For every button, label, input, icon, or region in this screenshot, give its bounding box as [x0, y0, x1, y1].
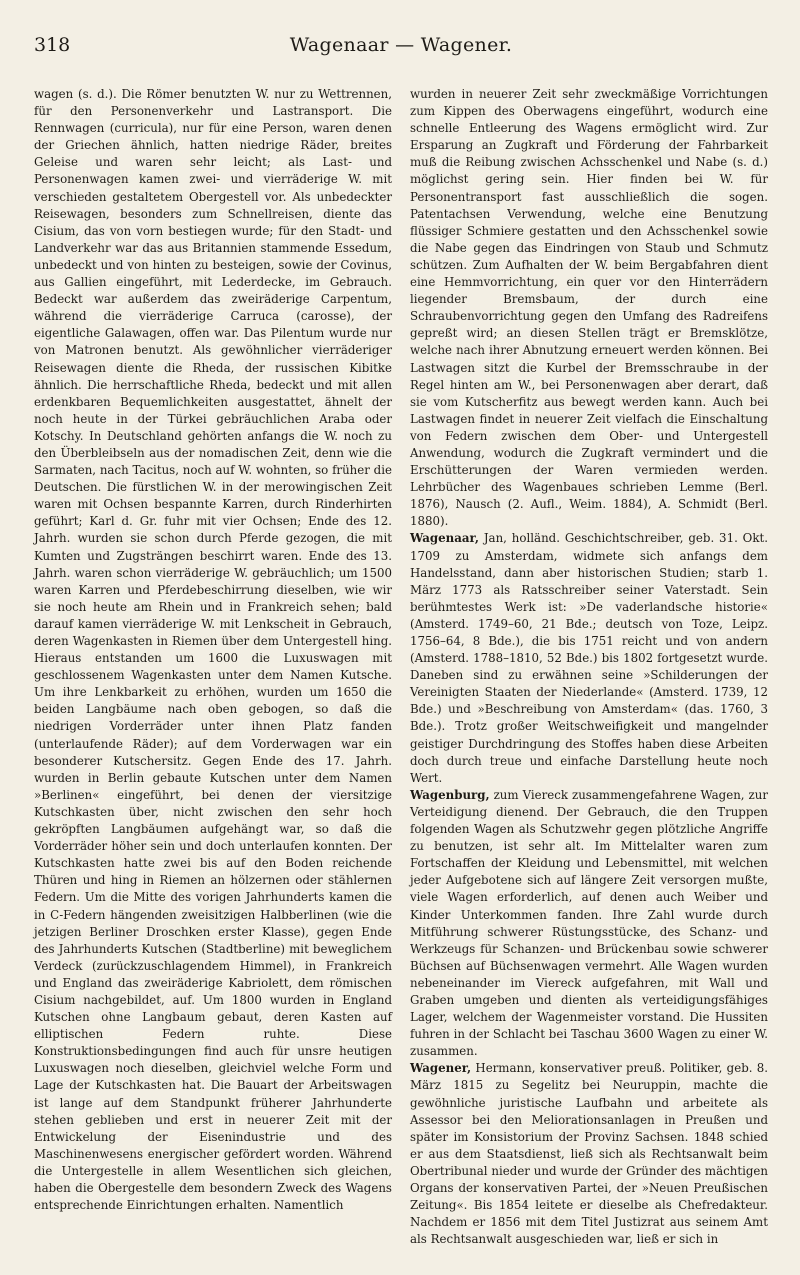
page-number: 318 [34, 34, 71, 56]
text-columns [34, 86, 768, 1248]
right-column [410, 86, 768, 1248]
entry-text: Hermann, konservativer preuß. Politiker, geb. 8. März 1815 zu Segelitz bei Neuruppin, machte die gewöhnliche juristische Laufbahn und arbeitete als Assessor bei den Meliorationsanlagen in Preußen und später im Konsistorium der Provinz Sachsen. 1848 schied er aus dem Staatsdienst, ließ sich als Rechtsanwalt beim Obertribunal nieder und wurde der Gründer des mächtigen Organs der konservativen Partei, der »Neuen Preußischen Zeitung«. Bis 1854 leitete er dieselbe als Chefredakteur. Nachdem er 1856 mit dem Titel Justizrat aus seinem Amt als Rechtsanwalt ausgeschieden war, ließ er sich in [410, 1061, 768, 1247]
lemma-headword: Wagener, [410, 1061, 472, 1076]
entry-wagenburg [410, 787, 768, 1061]
lemma-headword: Wagenaar, [410, 531, 479, 546]
entry-wagenaar [410, 530, 768, 786]
page-header [34, 34, 768, 72]
left-column [34, 86, 392, 1248]
running-head: Wagenaar — Wagener. [289, 34, 513, 56]
entry-text: zum Viereck zusammengefahrene Wagen, zur Verteidigung dienend. Der Gebrauch, die den Truppen folgenden Wagen als Schutzwehr gegen plötzliche Angriffe zu benutzen, ist sehr alt. Im Mittelalter waren zum Fortschaffen der Kleidung und Lebensmittel, mit welchen jeder Aufgebotene sich auf längere Zeit versorgen mußte, viele Wagen erforderlich, auf denen auch Weiber und Kinder Unterkommen fanden. Ihre Zahl wurde durch Mitführung schwerer Rüstungsstücke, des Schanz- und Werkzeugs für Schanzen- und Brückenbau sowie schwerer Büchsen auf Büchsenwagen vermehrt. Alle Wagen wurden nebeneinander im Viereck aufgefahren, mit Wall und Graben umgeben und dienten als verteidigungsfähiges Lager, welchem der Wagenmeister vorstand. Die Hussiten fuhren in der Schlacht bei Taschau 3600 Wagen zu einer W. zusammen. [410, 787, 768, 1059]
entry-text: Jan, holländ. Geschichtschreiber, geb. 31. Okt. 1709 zu Amsterdam, widmete sich anfangs dem Handelsstand, dann aber historischen Studien; starb 1. März 1773 als Ratsschreiber seiner Vaterstadt. Sein berühmtestes Werk ist: »De vaderlandsche historie« (Amsterd. 1749–60, 21 Bde.; deutsch von Toze, Leipz. 1756–64, 8 Bde.), die bis 1751 reicht und von andern (Amsterd. 1788–1810, 52 Bde.) bis 1802 fortgesetzt wurde. Daneben sind zu erwähnen seine »Schilderungen der Vereinigten Staaten der Niederlande« (Amsterd. 1739, 12 Bde.) und »Beschreibung von Amsterdam« (das. 1760, 3 Bde.). Trotz großer Weitschweifigkeit und mangelnder geistiger Durchdringung des Stoffes haben diese Arbeiten doch durch treue und einfache Darstellung heute noch Wert. [410, 531, 768, 785]
article-text: wurden in neuerer Zeit sehr zweckmäßige Vorrichtungen zum Kippen des Oberwagens eingeführt, wodurch eine schnelle Entleerung des Wagens ermöglicht wird. Zur Ersparung an Zugkraft und Förderung der Fahrbarkeit muß die Reibung zwischen Achsschenkel und Nabe (s. d.) möglichst gering sein. Hier finden bei W. für Personentransport fast ausschließlich die sogen. Patentachsen Verwendung, welche eine Benutzung flüssiger Schmiere gestatten und den Achsschenkel sowie die Nabe gegen das Eindringen von Staub und Schmutz schützen. Zum Aufhalten der W. beim Bergabfahren dient eine Hemmvorrichtung, ein quer vor den Hinterrädern liegender Bremsbaum, der durch eine Schraubenvorrichtung gegen den Umfang des Radreifens gepreßt wird; an diesen Stellen trägt er Bremsklötze, welche nach ihrer Abnutzung erneuert werden können. Bei Lastwagen sitzt die Kurbel der Bremsschraube in der Regel hinten am W., bei Personenwagen aber derart, daß sie vom Kutscherfitz aus bewegt werden kann. Auch bei Lastwagen findet in neuerer Zeit vielfach die Einschaltung von Federn zwischen dem Ober- und Untergestell Anwendung, wodurch die Zugkraft vermindert und die Erschütterungen der Waren vermieden werden. Lehrbücher des Wagenbaues schrieben Lemme (Berl. 1876), Nausch (2. Aufl., Weim. 1884), A. Schmidt (Berl. 1880). [410, 87, 768, 529]
lemma-headword: Wagenburg, [410, 787, 490, 802]
entry-wagener [410, 1060, 768, 1248]
article-text: wagen (s. d.). Die Römer benutzten W. nur zu Wettrennen, für den Personenverkehr und Lastransport. Die Rennwagen (curricula), nur für eine Person, waren denen der Griechen ähnlich, hatten niedrige Räder, breites Geleise und waren sehr leicht; als Last- und Personenwagen kamen zwei- und vierräderige W. mit verschieden gestaltetem Obergestell vor. Als unbedeckter Reisewagen, besonders zum Schnellreisen, diente das Cisium, das von vorn bestiegen wurde; für den Stadt- und Landverkehr war das aus Britannien stammende Essedum, unbedeckt und von hinten zu besteigen, sowie der Covinus, aus Gallien eingeführt, mit Lederdecke, im Gebrauch. Bedeckt war außerdem das zweiräderige Carpentum, während die vierräderige Carruca (carosse), der eigentliche Galawagen, offen war. Das Pilentum wurde nur von Matronen benutzt. Als gewöhnlicher vierräderiger Reisewagen diente die Rheda, der russischen Kibitke ähnlich. Die herrschaftliche Rheda, bedeckt und mit allen erdenkbaren Bequemlichkeiten ausgestattet, ähnelt der noch heute in der Türkei gebräuchlichen Araba oder Kotschy. In Deutschland gehörten anfangs die W. noch zu den Überbleibseln aus der nomadischen Zeit, denn wie die Sarmaten, nach Tacitus, noch auf W. wohnten, so früher die Deutschen. Die fürstlichen W. in der merowingischen Zeit waren mit Ochsen bespannte Karren, durch Rinderhirten geführt; Karl d. Gr. fuhr mit vier Ochsen; Ende des 12. Jahrh. wurden sie schon durch Pferde gezogen, die mit Kumten und Zugsträngen beschirrt waren. Ende des 13. Jahrh. waren schon vierräderige W. gebräuchlich; um 1500 waren Karren und Pferdebeschirrung dieselben, wie wir sie noch heute am Rhein und in Frankreich sehen; bald darauf kamen vierräderige W. mit Lenkscheit in Gebrauch, deren Wagenkasten in Riemen über dem Untergestell hing. Hieraus entstanden um 1600 die Luxuswagen mit geschlossenem Wagenkasten unter dem Namen Kutsche. Um ihre Lenkbarkeit zu erhöhen, wurden um 1650 die beiden Langbäume nach oben gebogen, so daß die niedrigen Vorderräder unter ihnen Platz fanden (unterlaufende Räder); auf dem Vorderwagen war ein besonderer Kutschersitz. Gegen Ende des 17. Jahrh. wurden in Berlin gebaute Kutschen unter dem Namen »Berlinen« eingeführt, bei denen der viersitzige Kutschkasten über, nicht zwischen den sehr hoch gekröpften Langbäumen aufgehängt war, so daß die Vorderräder höher sein und doch unterlaufen konnten. Der Kutschkasten hatte zwei bis auf den Boden reichende Thüren und hing in Riemen an hölzernen oder stählernen Federn. Um die Mitte des vorigen Jahrhunderts kamen die in C-Federn hängenden zweisitzigen Halbberlinen (wie die jetzigen Berliner Droschken erster Klasse), gegen Ende des Jahrhunderts Kutschen (Stadtberline) mit beweglichem Verdeck (zurückzuschlagendem Himmel), in Frankreich und England das zweiräderige Kabriolett, dem römischen Cisium nachgebildet, auf. Um 1800 wurden in England Kutschen ohne Langbaum gebaut, deren Kasten auf elliptischen Federn ruhte. Diese Konstruktionsbedingungen find auch für unsre heutigen Luxuswagen noch dieselben, gleichviel welche Form und Lage der Kutschkasten hat. Die Bauart der Arbeitswagen ist lange auf dem Standpunkt früherer Jahrhunderte stehen geblieben und erst in neuerer Zeit mit der Entwickelung der Eisenindustrie und des Maschinenwesens energischer gefördert worden. Während die Untergestelle in allem Wesentlichen sich gleichen, haben die Obergestelle dem besondern Zweck des Wagens entsprechende Einrichtungen erhalten. Namentlich [34, 87, 392, 1213]
